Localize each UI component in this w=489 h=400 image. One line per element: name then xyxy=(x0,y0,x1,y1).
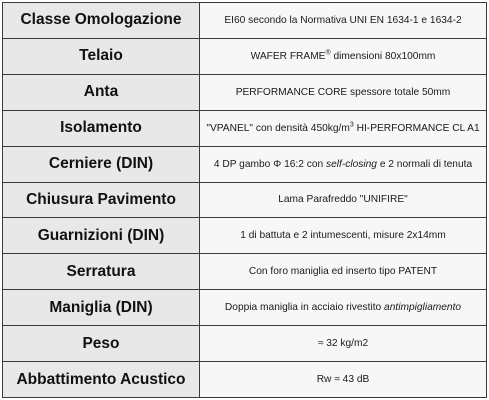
value-text: dimensioni 80x100mm xyxy=(330,50,436,62)
row-value: Con foro maniglia ed inserto tipo PATENT xyxy=(200,254,487,290)
value-emphasis: self-closing xyxy=(326,158,377,170)
table-row-anta xyxy=(3,74,487,110)
row-label: Peso xyxy=(3,326,200,362)
value-text: HI-PERFORMANCE CL A1 xyxy=(353,122,480,134)
row-label: Isolamento xyxy=(3,110,200,146)
row-label: Telaio xyxy=(3,38,200,74)
table-row-chiusura-pavimento xyxy=(3,182,487,218)
table-row-classe-omologazione xyxy=(3,3,487,39)
row-value: Rw ≈ 43 dB xyxy=(200,362,487,398)
table-row-abbattimento-acustico xyxy=(3,362,487,398)
row-label: Classe Omologazione xyxy=(3,3,200,39)
row-label: Chiusura Pavimento xyxy=(3,182,200,218)
table-row-telaio xyxy=(3,38,487,74)
table-row-cerniere xyxy=(3,146,487,182)
row-label: Cerniere (DIN) xyxy=(3,146,200,182)
row-label: Anta xyxy=(3,74,200,110)
row-value xyxy=(200,110,487,146)
registered-mark: ® xyxy=(325,49,331,57)
row-value: 1 di battuta e 2 intumescenti, misure 2x14mm xyxy=(200,218,487,254)
table-row-isolamento xyxy=(3,110,487,146)
table-row-maniglia xyxy=(3,290,487,326)
row-value xyxy=(200,290,487,326)
row-value: EI60 secondo la Normativa UNI EN 1634-1 e 1634-2 xyxy=(200,3,487,39)
row-label: Abbattimento Acustico xyxy=(3,362,200,398)
value-text: 4 DP gambo Φ 16:2 con xyxy=(213,158,327,170)
row-label: Maniglia (DIN) xyxy=(3,290,200,326)
table-row-guarnizioni xyxy=(3,218,487,254)
spec-table xyxy=(2,2,487,398)
row-value: PERFORMANCE CORE spessore totale 50mm xyxy=(200,74,487,110)
value-text: e 2 normali di tenuta xyxy=(376,158,473,170)
row-value xyxy=(200,146,487,182)
row-value: Lama Parafreddo "UNIFIRE" xyxy=(200,182,487,218)
superscript: 3 xyxy=(349,121,354,129)
row-label: Serratura xyxy=(3,254,200,290)
table-row-peso xyxy=(3,326,487,362)
row-label: Guarnizioni (DIN) xyxy=(3,218,200,254)
table-row-serratura xyxy=(3,254,487,290)
value-emphasis: antimpigliamento xyxy=(384,302,462,314)
row-value xyxy=(200,38,487,74)
value-text: WAFER FRAME xyxy=(250,50,326,62)
value-text: "VPANEL" con densità 450kg/m xyxy=(206,122,350,134)
value-text: Doppia maniglia in acciaio rivestito xyxy=(224,302,385,314)
row-value: ≈ 32 kg/m2 xyxy=(200,326,487,362)
